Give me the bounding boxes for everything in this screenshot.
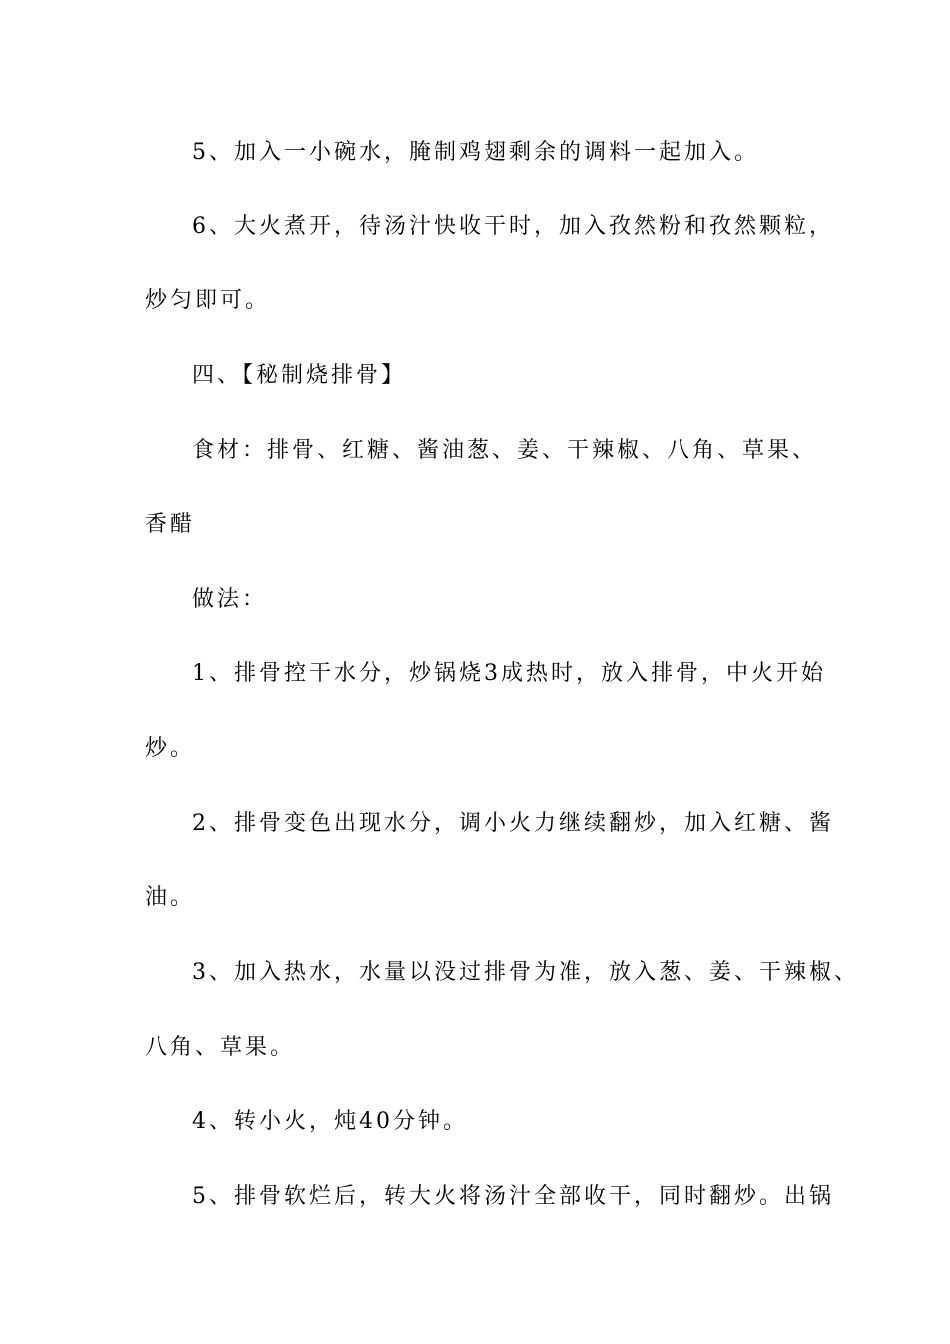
step-3-hot-water: 3、加入热水，水量以没过排骨为准，放入葱、姜、干辣椒、	[192, 960, 859, 985]
section-heading-ribs: 四、【秘制烧排骨】	[192, 363, 407, 388]
step-6-continued: 炒匀即可。	[145, 288, 271, 313]
step-3-continued: 八角、草果。	[145, 1035, 296, 1060]
ingredients-line: 食材：排骨、红糖、酱油葱、姜、干辣椒、八角、草果、	[192, 438, 818, 463]
step-4-simmer: 4、转小火，炖40分钟。	[192, 1109, 468, 1134]
step-5-water: 5、加入一小碗水，腌制鸡翅剩余的调料一起加入。	[192, 140, 759, 165]
step-1-drain: 1、排骨控干水分，炒锅烧3成热时，放入排骨，中火开始	[192, 661, 826, 686]
ingredients-continued: 香醋	[145, 512, 196, 537]
step-2-continued: 油。	[145, 885, 196, 910]
step-2-color-change: 2、排骨变色出现水分，调小火力继续翻炒，加入红糖、酱	[192, 811, 834, 836]
step-1-continued: 炒。	[145, 736, 196, 761]
step-5-reduce: 5、排骨软烂后，转大火将汤汁全部收干，同时翻炒。出锅	[192, 1184, 834, 1209]
method-heading: 做法：	[192, 587, 268, 612]
step-6-boil: 6、大火煮开，待汤汁快收干时，加入孜然粉和孜然颗粒，	[192, 214, 834, 239]
